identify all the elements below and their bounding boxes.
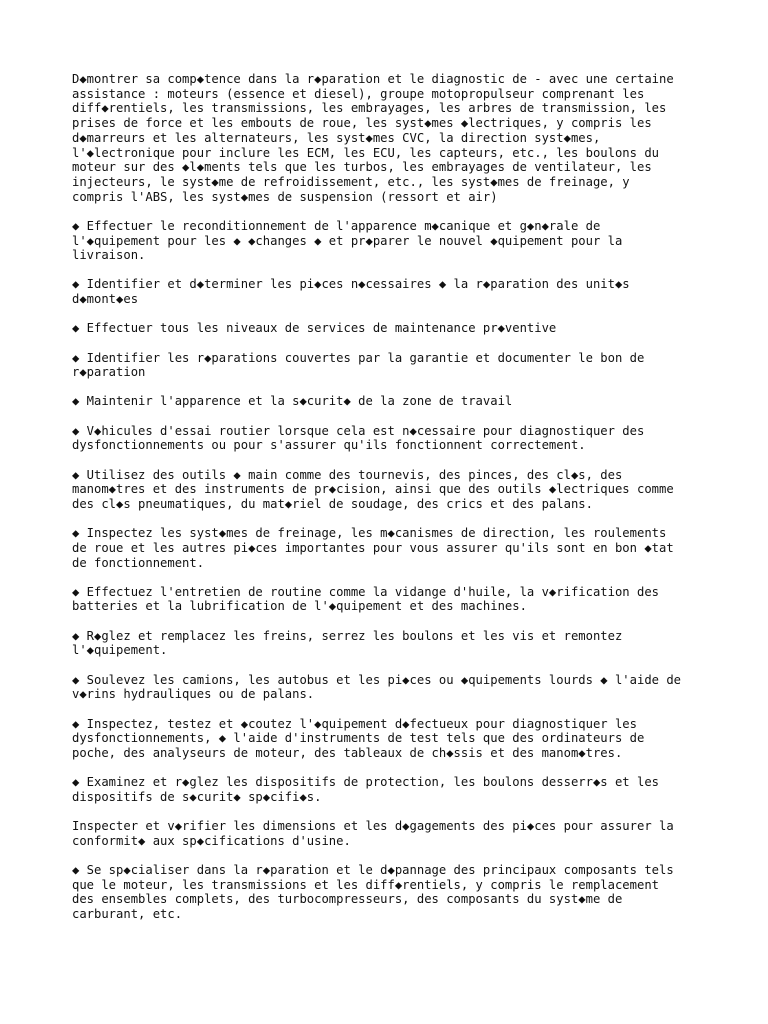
task-reconditioning: ◆ Effectuer le reconditionnement de l'apparence m◆canique et g◆n◆rale de l'◆quipement pour les ◆ ◆changes ◆ et pr◆parer le nouvel ◆quipement pour la livraison. (72, 218, 623, 263)
task-check-dimensions: Inspecter et v◆rifier les dimensions et les d◆gagements des pi◆ces pour assurer la conformit◆ aux sp◆cifications d'usine. (72, 819, 674, 848)
task-hand-tools: ◆ Utilisez des outils ◆ main comme des tournevis, des pinces, des cl◆s, des manom◆tres et des instruments de pr◆cision, ainsi que des outils ◆lectriques comme des cl◆s pneumatiques, du mat◆riel de soudage, des crics et des palans. (72, 467, 674, 511)
task-routine-maintenance: ◆ Effectuez l'entretien de routine comme la vidange d'huile, la v◆rification des batteries et la lubrification de l'◆quipement et des machines. (72, 584, 659, 614)
task-work-area-safety: ◆ Maintenir l'apparence et la s◆curit◆ de la zone de travail (72, 394, 513, 409)
task-safety-devices: ◆ Examinez et r◆glez les dispositifs de protection, les boulons desserr◆s et les dispositifs de s◆curit◆ sp◆cifi◆s. (72, 775, 659, 804)
task-adjust-brakes: ◆ R◆glez et remplacez les freins, serrez les boulons et les vis et remontez l'◆quipement. (72, 628, 623, 658)
task-warranty-repairs: ◆ Identifier les r◆parations couvertes par la garantie et documenter le bon de r◆paration (72, 350, 645, 380)
task-identify-parts: ◆ Identifier et d◆terminer les pi◆ces n◆cessaires ◆ la r◆paration des unit◆s d◆mont◆es (72, 277, 630, 307)
task-road-test: ◆ V◆hicules d'essai routier lorsque cela est n◆cessaire pour diagnostiquer des dysfonctionnements ou pour s'assurer qu'ils fonctionnent correctement. (72, 423, 645, 453)
task-diagnose-equipment: ◆ Inspectez, testez et ◆coutez l'◆quipement d◆fectueux pour diagnostiquer les dysfonctionnements, ◆ l'aide d'instruments de test tels que des ordinateurs de poche, des analyseurs de moteur, des tableaux de ch◆ssis et des manom◆tres. (72, 716, 645, 760)
document-page (72, 72, 700, 936)
task-preventive-maintenance: ◆ Effectuer tous les niveaux de services de maintenance pr◆ventive (72, 321, 557, 336)
task-lift-vehicles: ◆ Soulevez les camions, les autobus et les pi◆ces ou ◆quipements lourds ◆ l'aide de v◆rins hydrauliques ou de palans. (72, 672, 682, 702)
intro-paragraph: D◆montrer sa comp◆tence dans la r◆paration et le diagnostic de - avec une certaine assistance : moteurs (essence et diesel), groupe motopropulseur comprenant les diff◆rentiels, les transmissions, les embrayages, les arbres de transmission, les prises de force et les embouts de roue, les syst◆mes ◆lectriques, y compris les d◆marreurs et les alternateurs, les syst◆mes CVC, la direction syst◆mes, l'◆lectronique pour inclure les ECM, les ECU, les capteurs, etc., les boulons du moteur sur des ◆l◆ments tels que les turbos, les embrayages de ventilateur, les injecteurs, le syst◆me de refroidissement, etc., les syst◆mes de freinage, y compris l'ABS, les syst◆mes de suspension (ressort et air) (72, 72, 674, 204)
task-inspect-brakes: ◆ Inspectez les syst◆mes de freinage, les m◆canismes de direction, les roulements de roue et les autres pi◆ces importantes pour vous assurer qu'ils sont en bon ◆tat de fonctionnement. (72, 526, 674, 570)
task-specialize-repair: ◆ Se sp◆cialiser dans la r◆paration et le d◆pannage des principaux composants tels que le moteur, les transmissions et les diff◆rentiels, y compris le remplacement des ensembles complets, des turbocompresseurs, des composants du syst◆me de carburant, etc. (72, 862, 674, 922)
